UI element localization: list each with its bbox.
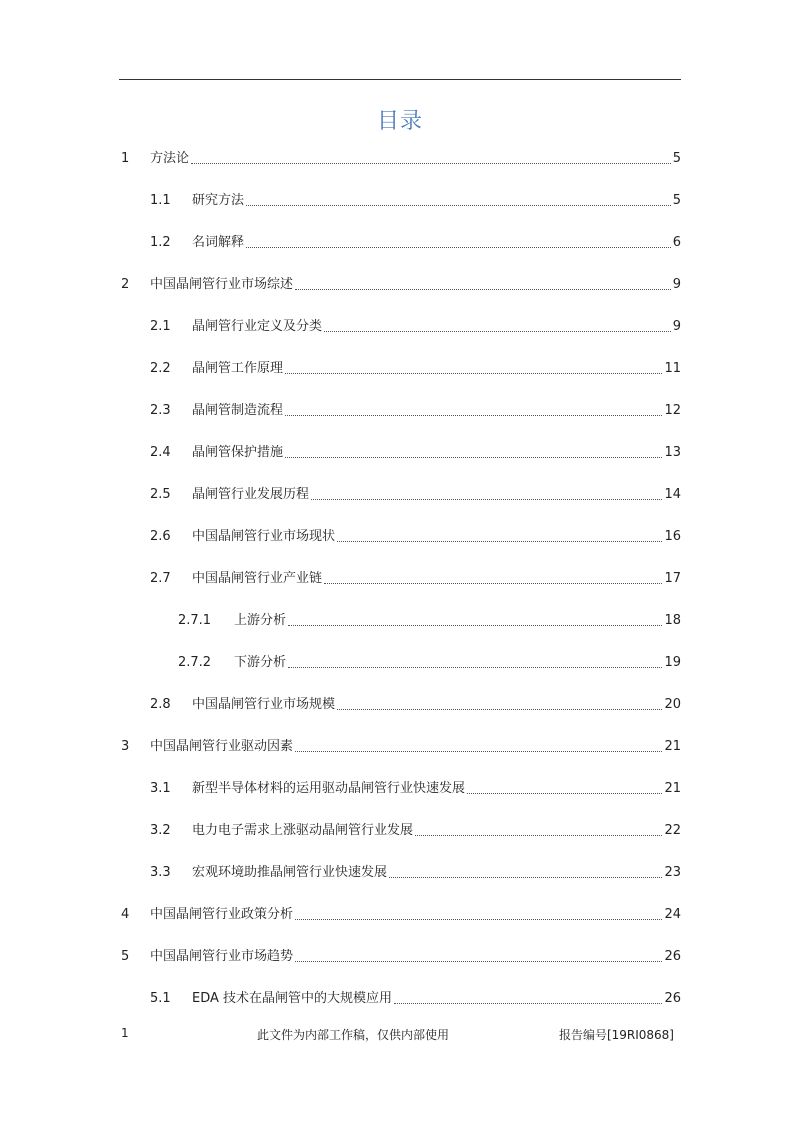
toc-leader-dots [311,499,662,500]
toc-entry-number: 3.3 [150,865,171,880]
toc-entry-number: 2.3 [150,403,171,418]
toc-leader-dots [288,625,662,626]
toc-entry-label: 上游分析 [234,613,287,628]
toc-leader-dots [389,877,662,878]
toc-entry-number: 5 [121,949,130,964]
toc-leader-dots [295,919,662,920]
toc-entry-label: EDA 技术在晶闸管中的大规模应用 [192,991,393,1006]
toc-leader-dots [295,289,671,290]
toc-entry-label: 中国晶闸管行业市场趋势 [150,949,294,964]
toc-entry[interactable] [121,947,681,967]
toc-entry[interactable] [150,821,681,841]
toc-entry-number: 2.4 [150,445,171,460]
toc-entry-page: 23 [664,865,681,880]
toc-entry-page: 13 [664,445,681,460]
toc-entry[interactable] [121,275,681,295]
toc-leader-dots [324,583,662,584]
toc-entry-number: 2.2 [150,361,171,376]
toc-leader-dots [288,667,662,668]
toc-entry-label: 研究方法 [192,193,245,208]
toc-entry-page: 5 [672,151,681,166]
toc-title: 目录 [376,109,423,134]
toc-entry[interactable] [150,527,681,547]
header-rule [119,79,681,80]
toc-entry[interactable] [150,485,681,505]
toc-entry-label: 中国晶闸管行业政策分析 [150,907,294,922]
toc-entry[interactable] [121,905,681,925]
toc-leader-dots [285,457,662,458]
toc-entry-page: 18 [664,613,681,628]
toc-entry[interactable] [150,779,681,799]
toc-entry-label: 方法论 [150,151,190,166]
toc-leader-dots [285,415,662,416]
toc-entry-number: 3 [121,739,130,754]
toc-entry[interactable] [150,569,681,589]
footer-page-number: 1 [121,1026,129,1040]
toc-entry[interactable] [150,443,681,463]
toc-entry-page: 22 [664,823,681,838]
toc-entry-number: 1.1 [150,193,171,208]
toc-leader-dots [337,709,662,710]
toc-entry[interactable] [121,737,681,757]
toc-leader-dots [324,331,671,332]
toc-leader-dots [246,205,671,206]
toc-entry-number: 2.7.2 [178,655,212,670]
page-footer [0,1026,800,1046]
toc-entry-number: 2.8 [150,697,171,712]
toc-entry[interactable] [150,695,681,715]
toc-entry-page: 9 [672,277,681,292]
toc-entry-label: 电力电子需求上涨驱动晶闸管行业发展 [192,823,414,838]
toc-entry-page: 21 [664,739,681,754]
toc-entry-label: 中国晶闸管行业市场综述 [150,277,294,292]
toc-entry-page: 26 [664,991,681,1006]
toc-entry-page: 14 [664,487,681,502]
toc-entry-label: 新型半导体材料的运用驱动晶闸管行业快速发展 [192,781,466,796]
toc-leader-dots [337,541,662,542]
toc-entry-number: 1 [121,151,130,166]
toc-entry-page: 9 [672,319,681,334]
toc-entry-number: 3.1 [150,781,171,796]
toc-entry-number: 2.7.1 [178,613,212,628]
toc-entry-page: 19 [664,655,681,670]
toc-entry[interactable] [150,317,681,337]
toc-entry-label: 晶闸管工作原理 [192,361,284,376]
toc-entry[interactable] [150,191,681,211]
toc-entry-label: 中国晶闸管行业市场现状 [192,529,336,544]
toc-entry-label: 宏观环境助推晶闸管行业快速发展 [192,865,388,880]
toc-leader-dots [191,163,671,164]
toc-entry-page: 24 [664,907,681,922]
toc-leader-dots [415,835,662,836]
toc-entry[interactable] [150,863,681,883]
toc-entry-number: 3.2 [150,823,171,838]
toc-entry-page: 6 [672,235,681,250]
toc-entry-label: 下游分析 [234,655,287,670]
toc-entry-number: 2.1 [150,319,171,334]
toc-entry-page: 5 [672,193,681,208]
toc-entry[interactable] [178,611,681,631]
toc-entry[interactable] [150,401,681,421]
toc-entry[interactable] [178,653,681,673]
toc-entry-page: 20 [664,697,681,712]
toc-entry-label: 晶闸管保护措施 [192,445,284,460]
toc-entry-number: 4 [121,907,130,922]
toc-entry-label: 中国晶闸管行业市场规模 [192,697,336,712]
toc-entry-label: 名词解释 [192,235,245,250]
toc-entry[interactable] [121,149,681,169]
toc-entry-number: 1.2 [150,235,171,250]
toc-entry-number: 5.1 [150,991,171,1006]
toc-entry-page: 12 [664,403,681,418]
toc-leader-dots [394,1003,662,1004]
toc-entry-number: 2.5 [150,487,171,502]
toc-leader-dots [285,373,662,374]
toc-entry-number: 2.7 [150,571,171,586]
toc-entry-label: 中国晶闸管行业产业链 [192,571,323,586]
toc-leader-dots [246,247,671,248]
toc-entry-label: 晶闸管行业发展历程 [192,487,310,502]
footer-report-id: 报告编号[19RI0868] [558,1028,674,1042]
footer-confidential-note: 此文件为内部工作稿，仅供内部使用 [257,1028,450,1042]
toc-leader-dots [295,751,662,752]
toc-entry-page: 26 [664,949,681,964]
toc-entry-label: 晶闸管行业定义及分类 [192,319,323,334]
toc-entry[interactable] [150,989,681,1009]
toc-entry-page: 21 [664,781,681,796]
toc-leader-dots [467,793,662,794]
toc-entry[interactable] [150,359,681,379]
toc-entry-number: 2.6 [150,529,171,544]
toc-entry[interactable] [150,233,681,253]
toc-entry-label: 中国晶闸管行业驱动因素 [150,739,294,754]
toc-leader-dots [295,961,662,962]
toc-entry-page: 17 [664,571,681,586]
toc-entry-page: 11 [664,361,681,376]
toc-entry-page: 16 [664,529,681,544]
toc-entry-number: 2 [121,277,130,292]
toc-entry-label: 晶闸管制造流程 [192,403,284,418]
